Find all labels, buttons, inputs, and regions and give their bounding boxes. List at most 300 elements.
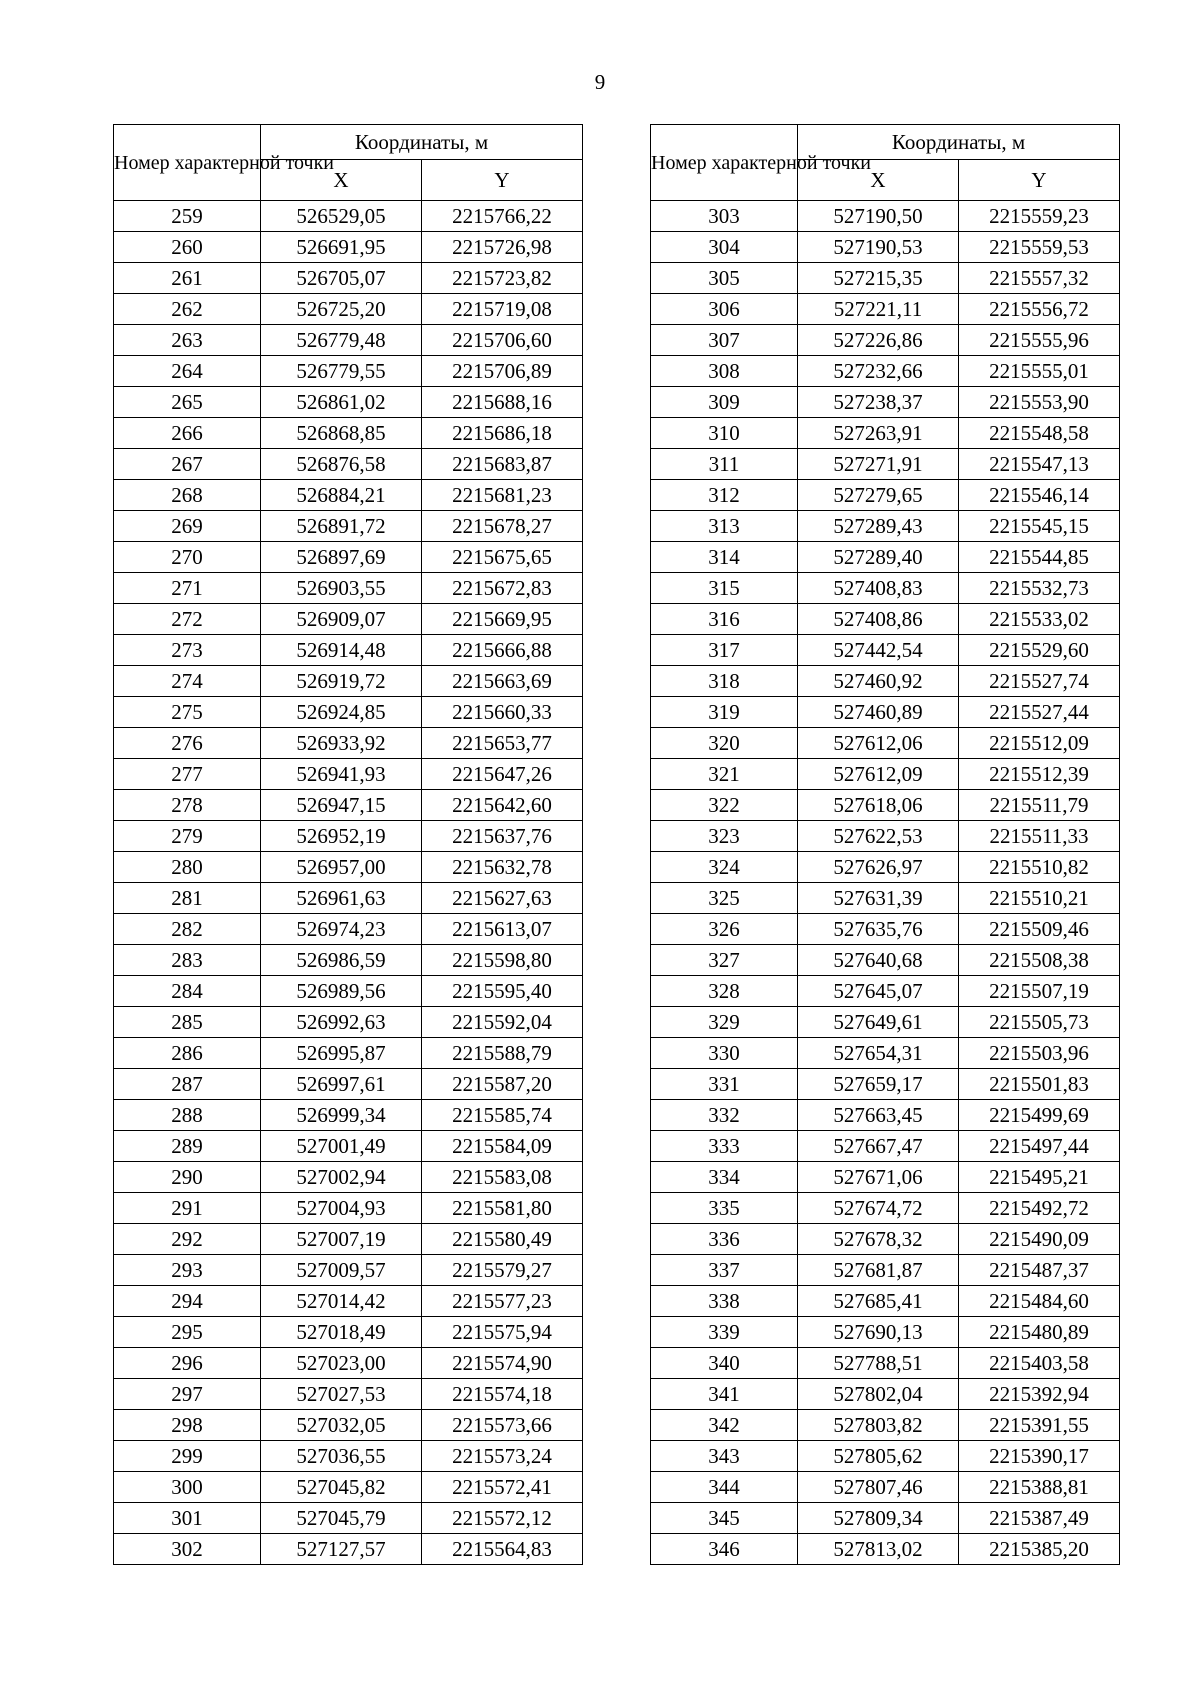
y-coordinate-cell: 2215660,33	[422, 697, 583, 728]
point-number-cell: 312	[651, 480, 798, 511]
x-coordinate-cell: 526947,15	[261, 790, 422, 821]
y-coordinate-cell: 2215653,77	[422, 728, 583, 759]
y-coordinate-cell: 2215497,44	[959, 1131, 1120, 1162]
y-coordinate-cell: 2215588,79	[422, 1038, 583, 1069]
y-coordinate-cell: 2215527,74	[959, 666, 1120, 697]
header-y: Y	[422, 160, 583, 201]
x-coordinate-cell: 527002,94	[261, 1162, 422, 1193]
x-coordinate-cell: 527127,57	[261, 1534, 422, 1565]
point-number-cell: 311	[651, 449, 798, 480]
table-row	[651, 449, 1120, 480]
table-row	[651, 1379, 1120, 1410]
x-coordinate-cell: 527663,45	[798, 1100, 959, 1131]
x-coordinate-cell: 527654,31	[798, 1038, 959, 1069]
point-number-cell: 272	[114, 604, 261, 635]
x-coordinate-cell: 527271,91	[798, 449, 959, 480]
y-coordinate-cell: 2215632,78	[422, 852, 583, 883]
point-number-cell: 270	[114, 542, 261, 573]
y-coordinate-cell: 2215510,21	[959, 883, 1120, 914]
x-coordinate-cell: 527018,49	[261, 1317, 422, 1348]
point-number-cell: 338	[651, 1286, 798, 1317]
table-row	[651, 1162, 1120, 1193]
table-row	[651, 1534, 1120, 1565]
table-row	[114, 1131, 583, 1162]
header-coordinates: Координаты, м	[798, 125, 1120, 160]
point-number-cell: 276	[114, 728, 261, 759]
y-coordinate-cell: 2215480,89	[959, 1317, 1120, 1348]
x-coordinate-cell: 527626,97	[798, 852, 959, 883]
table-row	[651, 883, 1120, 914]
y-coordinate-cell: 2215583,08	[422, 1162, 583, 1193]
point-number-cell: 273	[114, 635, 261, 666]
point-number-cell: 317	[651, 635, 798, 666]
y-coordinate-cell: 2215706,89	[422, 356, 583, 387]
x-coordinate-cell: 526997,61	[261, 1069, 422, 1100]
y-coordinate-cell: 2215723,82	[422, 263, 583, 294]
y-coordinate-cell: 2215505,73	[959, 1007, 1120, 1038]
point-number-cell: 302	[114, 1534, 261, 1565]
x-coordinate-cell: 527618,06	[798, 790, 959, 821]
table-row	[651, 1131, 1120, 1162]
y-coordinate-cell: 2215585,74	[422, 1100, 583, 1131]
point-number-cell: 290	[114, 1162, 261, 1193]
y-coordinate-cell: 2215672,83	[422, 573, 583, 604]
y-coordinate-cell: 2215642,60	[422, 790, 583, 821]
point-number-cell: 297	[114, 1379, 261, 1410]
x-coordinate-cell: 526919,72	[261, 666, 422, 697]
x-coordinate-cell: 526909,07	[261, 604, 422, 635]
x-coordinate-cell: 527190,50	[798, 201, 959, 232]
table-row	[114, 1286, 583, 1317]
table-row	[651, 1193, 1120, 1224]
y-coordinate-cell: 2215527,44	[959, 697, 1120, 728]
table-row	[651, 852, 1120, 883]
x-coordinate-cell: 527215,35	[798, 263, 959, 294]
table-row	[114, 945, 583, 976]
point-number-cell: 300	[114, 1472, 261, 1503]
table-row	[651, 821, 1120, 852]
x-coordinate-cell: 527009,57	[261, 1255, 422, 1286]
y-coordinate-cell: 2215490,09	[959, 1224, 1120, 1255]
y-coordinate-cell: 2215559,53	[959, 232, 1120, 263]
point-number-cell: 296	[114, 1348, 261, 1379]
y-coordinate-cell: 2215484,60	[959, 1286, 1120, 1317]
page-number: 9	[594, 70, 606, 94]
table-row	[651, 1348, 1120, 1379]
y-coordinate-cell: 2215391,55	[959, 1410, 1120, 1441]
table-row	[651, 325, 1120, 356]
x-coordinate-cell: 526914,48	[261, 635, 422, 666]
y-coordinate-cell: 2215683,87	[422, 449, 583, 480]
y-coordinate-cell: 2215392,94	[959, 1379, 1120, 1410]
y-coordinate-cell: 2215686,18	[422, 418, 583, 449]
x-coordinate-cell: 526995,87	[261, 1038, 422, 1069]
x-coordinate-cell: 526974,23	[261, 914, 422, 945]
table-row	[114, 201, 583, 232]
y-coordinate-cell: 2215572,41	[422, 1472, 583, 1503]
x-coordinate-cell: 527226,86	[798, 325, 959, 356]
table-row	[114, 1069, 583, 1100]
point-number-cell: 284	[114, 976, 261, 1007]
x-coordinate-cell: 527232,66	[798, 356, 959, 387]
point-number-cell: 287	[114, 1069, 261, 1100]
point-number-cell: 264	[114, 356, 261, 387]
table-row	[651, 635, 1120, 666]
point-number-cell: 344	[651, 1472, 798, 1503]
y-coordinate-cell: 2215726,98	[422, 232, 583, 263]
y-coordinate-cell: 2215574,18	[422, 1379, 583, 1410]
point-number-cell: 316	[651, 604, 798, 635]
y-coordinate-cell: 2215508,38	[959, 945, 1120, 976]
x-coordinate-cell: 527690,13	[798, 1317, 959, 1348]
point-number-cell: 285	[114, 1007, 261, 1038]
table-row	[114, 1007, 583, 1038]
table-row	[651, 1441, 1120, 1472]
x-coordinate-cell: 527190,53	[798, 232, 959, 263]
table-row	[651, 387, 1120, 418]
point-number-cell: 327	[651, 945, 798, 976]
table-row	[651, 697, 1120, 728]
y-coordinate-cell: 2215627,63	[422, 883, 583, 914]
point-number-cell: 308	[651, 356, 798, 387]
x-coordinate-cell: 526961,63	[261, 883, 422, 914]
y-coordinate-cell: 2215487,37	[959, 1255, 1120, 1286]
point-number-cell: 294	[114, 1286, 261, 1317]
table-row	[114, 232, 583, 263]
y-coordinate-cell: 2215766,22	[422, 201, 583, 232]
point-number-cell: 320	[651, 728, 798, 759]
y-coordinate-cell: 2215495,21	[959, 1162, 1120, 1193]
x-coordinate-cell: 526529,05	[261, 201, 422, 232]
table-row	[651, 573, 1120, 604]
header-x: X	[261, 160, 422, 201]
table-row	[651, 201, 1120, 232]
table-row	[651, 232, 1120, 263]
table-row	[651, 294, 1120, 325]
table-row	[114, 1472, 583, 1503]
table-row	[114, 697, 583, 728]
x-coordinate-cell: 527640,68	[798, 945, 959, 976]
x-coordinate-cell: 526933,92	[261, 728, 422, 759]
y-coordinate-cell: 2215387,49	[959, 1503, 1120, 1534]
y-coordinate-cell: 2215510,82	[959, 852, 1120, 883]
point-number-cell: 266	[114, 418, 261, 449]
point-number-cell: 335	[651, 1193, 798, 1224]
point-number-cell: 325	[651, 883, 798, 914]
x-coordinate-cell: 527667,47	[798, 1131, 959, 1162]
coordinates-table-right	[650, 124, 1120, 1565]
point-number-cell: 271	[114, 573, 261, 604]
header-coordinates: Координаты, м	[261, 125, 583, 160]
point-number-cell: 261	[114, 263, 261, 294]
x-coordinate-cell: 527001,49	[261, 1131, 422, 1162]
table-row	[114, 1441, 583, 1472]
y-coordinate-cell: 2215577,23	[422, 1286, 583, 1317]
point-number-cell: 314	[651, 542, 798, 573]
y-coordinate-cell: 2215559,23	[959, 201, 1120, 232]
table-row	[651, 945, 1120, 976]
x-coordinate-cell: 526989,56	[261, 976, 422, 1007]
y-coordinate-cell: 2215666,88	[422, 635, 583, 666]
y-coordinate-cell: 2215547,13	[959, 449, 1120, 480]
x-coordinate-cell: 526957,00	[261, 852, 422, 883]
point-number-cell: 277	[114, 759, 261, 790]
point-number-cell: 337	[651, 1255, 798, 1286]
x-coordinate-cell: 526876,58	[261, 449, 422, 480]
table-row	[114, 294, 583, 325]
point-number-cell: 330	[651, 1038, 798, 1069]
table-row	[651, 1224, 1120, 1255]
header-x: X	[798, 160, 959, 201]
y-coordinate-cell: 2215706,60	[422, 325, 583, 356]
table-row	[114, 1534, 583, 1565]
point-number-cell: 304	[651, 232, 798, 263]
y-coordinate-cell: 2215675,65	[422, 542, 583, 573]
point-number-cell: 345	[651, 1503, 798, 1534]
x-coordinate-cell: 526999,34	[261, 1100, 422, 1131]
point-number-cell: 278	[114, 790, 261, 821]
table-row	[114, 480, 583, 511]
point-number-cell: 328	[651, 976, 798, 1007]
point-number-cell: 298	[114, 1410, 261, 1441]
x-coordinate-cell: 527004,93	[261, 1193, 422, 1224]
y-coordinate-cell: 2215555,01	[959, 356, 1120, 387]
x-coordinate-cell: 526779,48	[261, 325, 422, 356]
table-row	[651, 480, 1120, 511]
table-row	[651, 1069, 1120, 1100]
table-row	[651, 1007, 1120, 1038]
y-coordinate-cell: 2215557,32	[959, 263, 1120, 294]
point-number-cell: 281	[114, 883, 261, 914]
x-coordinate-cell: 527803,82	[798, 1410, 959, 1441]
y-coordinate-cell: 2215501,83	[959, 1069, 1120, 1100]
table-row	[114, 387, 583, 418]
point-number-cell: 332	[651, 1100, 798, 1131]
point-number-cell: 269	[114, 511, 261, 542]
y-coordinate-cell: 2215511,33	[959, 821, 1120, 852]
point-number-cell: 343	[651, 1441, 798, 1472]
x-coordinate-cell: 526897,69	[261, 542, 422, 573]
point-number-cell: 267	[114, 449, 261, 480]
y-coordinate-cell: 2215579,27	[422, 1255, 583, 1286]
table-row	[651, 728, 1120, 759]
point-number-cell: 339	[651, 1317, 798, 1348]
table-row	[114, 1162, 583, 1193]
x-coordinate-cell: 527671,06	[798, 1162, 959, 1193]
x-coordinate-cell: 527408,86	[798, 604, 959, 635]
x-coordinate-cell: 527032,05	[261, 1410, 422, 1441]
x-coordinate-cell: 526725,20	[261, 294, 422, 325]
point-number-cell: 315	[651, 573, 798, 604]
x-coordinate-cell: 527023,00	[261, 1348, 422, 1379]
table-row	[114, 635, 583, 666]
x-coordinate-cell: 527221,11	[798, 294, 959, 325]
point-number-cell: 331	[651, 1069, 798, 1100]
x-coordinate-cell: 526924,85	[261, 697, 422, 728]
header-y: Y	[959, 160, 1120, 201]
point-number-cell: 291	[114, 1193, 261, 1224]
table-row	[114, 666, 583, 697]
point-number-cell: 286	[114, 1038, 261, 1069]
y-coordinate-cell: 2215681,23	[422, 480, 583, 511]
table-row	[114, 1379, 583, 1410]
x-coordinate-cell: 527612,09	[798, 759, 959, 790]
y-coordinate-cell: 2215719,08	[422, 294, 583, 325]
point-number-cell: 268	[114, 480, 261, 511]
y-coordinate-cell: 2215580,49	[422, 1224, 583, 1255]
y-coordinate-cell: 2215598,80	[422, 945, 583, 976]
point-number-cell: 293	[114, 1255, 261, 1286]
point-number-cell: 346	[651, 1534, 798, 1565]
point-number-cell: 329	[651, 1007, 798, 1038]
point-number-cell: 323	[651, 821, 798, 852]
table-row	[114, 1224, 583, 1255]
table-row	[114, 1317, 583, 1348]
point-number-cell: 321	[651, 759, 798, 790]
header-point-number: Номер характерной точки	[651, 125, 798, 201]
table-body-left	[114, 201, 583, 1565]
x-coordinate-cell: 527238,37	[798, 387, 959, 418]
table-row	[114, 1100, 583, 1131]
table-row	[114, 263, 583, 294]
point-number-cell: 262	[114, 294, 261, 325]
x-coordinate-cell: 527027,53	[261, 1379, 422, 1410]
point-number-cell: 301	[114, 1503, 261, 1534]
y-coordinate-cell: 2215544,85	[959, 542, 1120, 573]
y-coordinate-cell: 2215390,17	[959, 1441, 1120, 1472]
x-coordinate-cell: 526884,21	[261, 480, 422, 511]
x-coordinate-cell: 527007,19	[261, 1224, 422, 1255]
x-coordinate-cell: 527674,72	[798, 1193, 959, 1224]
x-coordinate-cell: 526986,59	[261, 945, 422, 976]
table-row	[114, 511, 583, 542]
table-row	[114, 325, 583, 356]
x-coordinate-cell: 527807,46	[798, 1472, 959, 1503]
table-row	[651, 511, 1120, 542]
point-number-cell: 326	[651, 914, 798, 945]
point-number-cell: 333	[651, 1131, 798, 1162]
table-row	[114, 976, 583, 1007]
y-coordinate-cell: 2215532,73	[959, 573, 1120, 604]
y-coordinate-cell: 2215587,20	[422, 1069, 583, 1100]
point-number-cell: 275	[114, 697, 261, 728]
table-row	[114, 1503, 583, 1534]
x-coordinate-cell: 527045,79	[261, 1503, 422, 1534]
x-coordinate-cell: 527612,06	[798, 728, 959, 759]
y-coordinate-cell: 2215592,04	[422, 1007, 583, 1038]
table-row	[114, 1348, 583, 1379]
y-coordinate-cell: 2215678,27	[422, 511, 583, 542]
x-coordinate-cell: 526779,55	[261, 356, 422, 387]
x-coordinate-cell: 527813,02	[798, 1534, 959, 1565]
point-number-cell: 303	[651, 201, 798, 232]
y-coordinate-cell: 2215546,14	[959, 480, 1120, 511]
y-coordinate-cell: 2215581,80	[422, 1193, 583, 1224]
point-number-cell: 263	[114, 325, 261, 356]
point-number-cell: 279	[114, 821, 261, 852]
x-coordinate-cell: 526941,93	[261, 759, 422, 790]
table-row	[114, 821, 583, 852]
y-coordinate-cell: 2215574,90	[422, 1348, 583, 1379]
x-coordinate-cell: 527622,53	[798, 821, 959, 852]
point-number-cell: 265	[114, 387, 261, 418]
y-coordinate-cell: 2215647,26	[422, 759, 583, 790]
x-coordinate-cell: 527263,91	[798, 418, 959, 449]
x-coordinate-cell: 527685,41	[798, 1286, 959, 1317]
table-row	[651, 1410, 1120, 1441]
y-coordinate-cell: 2215503,96	[959, 1038, 1120, 1069]
table-row	[114, 1410, 583, 1441]
x-coordinate-cell: 527408,83	[798, 573, 959, 604]
y-coordinate-cell: 2215533,02	[959, 604, 1120, 635]
point-number-cell: 295	[114, 1317, 261, 1348]
table-row	[651, 790, 1120, 821]
table-row	[651, 263, 1120, 294]
point-number-cell: 305	[651, 263, 798, 294]
y-coordinate-cell: 2215564,83	[422, 1534, 583, 1565]
point-number-cell: 274	[114, 666, 261, 697]
table-row	[114, 1038, 583, 1069]
table-row	[651, 914, 1120, 945]
table-row	[651, 1472, 1120, 1503]
point-number-cell: 318	[651, 666, 798, 697]
y-coordinate-cell: 2215385,20	[959, 1534, 1120, 1565]
y-coordinate-cell: 2215403,58	[959, 1348, 1120, 1379]
table-row	[651, 1503, 1120, 1534]
x-coordinate-cell: 526868,85	[261, 418, 422, 449]
table-row	[114, 573, 583, 604]
y-coordinate-cell: 2215512,39	[959, 759, 1120, 790]
x-coordinate-cell: 527442,54	[798, 635, 959, 666]
point-number-cell: 307	[651, 325, 798, 356]
table-row	[651, 666, 1120, 697]
x-coordinate-cell: 527681,87	[798, 1255, 959, 1286]
x-coordinate-cell: 527805,62	[798, 1441, 959, 1472]
y-coordinate-cell: 2215499,69	[959, 1100, 1120, 1131]
x-coordinate-cell: 527289,40	[798, 542, 959, 573]
x-coordinate-cell: 526891,72	[261, 511, 422, 542]
table-row	[114, 790, 583, 821]
x-coordinate-cell: 526705,07	[261, 263, 422, 294]
header-point-number: Номер характерной точки	[114, 125, 261, 201]
y-coordinate-cell: 2215637,76	[422, 821, 583, 852]
y-coordinate-cell: 2215663,69	[422, 666, 583, 697]
table-row	[651, 1038, 1120, 1069]
x-coordinate-cell: 527279,65	[798, 480, 959, 511]
point-number-cell: 280	[114, 852, 261, 883]
y-coordinate-cell: 2215584,09	[422, 1131, 583, 1162]
y-coordinate-cell: 2215509,46	[959, 914, 1120, 945]
table-row	[114, 883, 583, 914]
y-coordinate-cell: 2215595,40	[422, 976, 583, 1007]
point-number-cell: 342	[651, 1410, 798, 1441]
point-number-cell: 283	[114, 945, 261, 976]
x-coordinate-cell: 527036,55	[261, 1441, 422, 1472]
coordinates-table-left	[113, 124, 583, 1565]
point-number-cell: 260	[114, 232, 261, 263]
table-row	[651, 1286, 1120, 1317]
y-coordinate-cell: 2215556,72	[959, 294, 1120, 325]
x-coordinate-cell: 527635,76	[798, 914, 959, 945]
point-number-cell: 289	[114, 1131, 261, 1162]
table-row	[114, 542, 583, 573]
x-coordinate-cell: 527802,04	[798, 1379, 959, 1410]
table-row	[651, 976, 1120, 1007]
y-coordinate-cell: 2215573,24	[422, 1441, 583, 1472]
y-coordinate-cell: 2215507,19	[959, 976, 1120, 1007]
point-number-cell: 322	[651, 790, 798, 821]
point-number-cell: 259	[114, 201, 261, 232]
